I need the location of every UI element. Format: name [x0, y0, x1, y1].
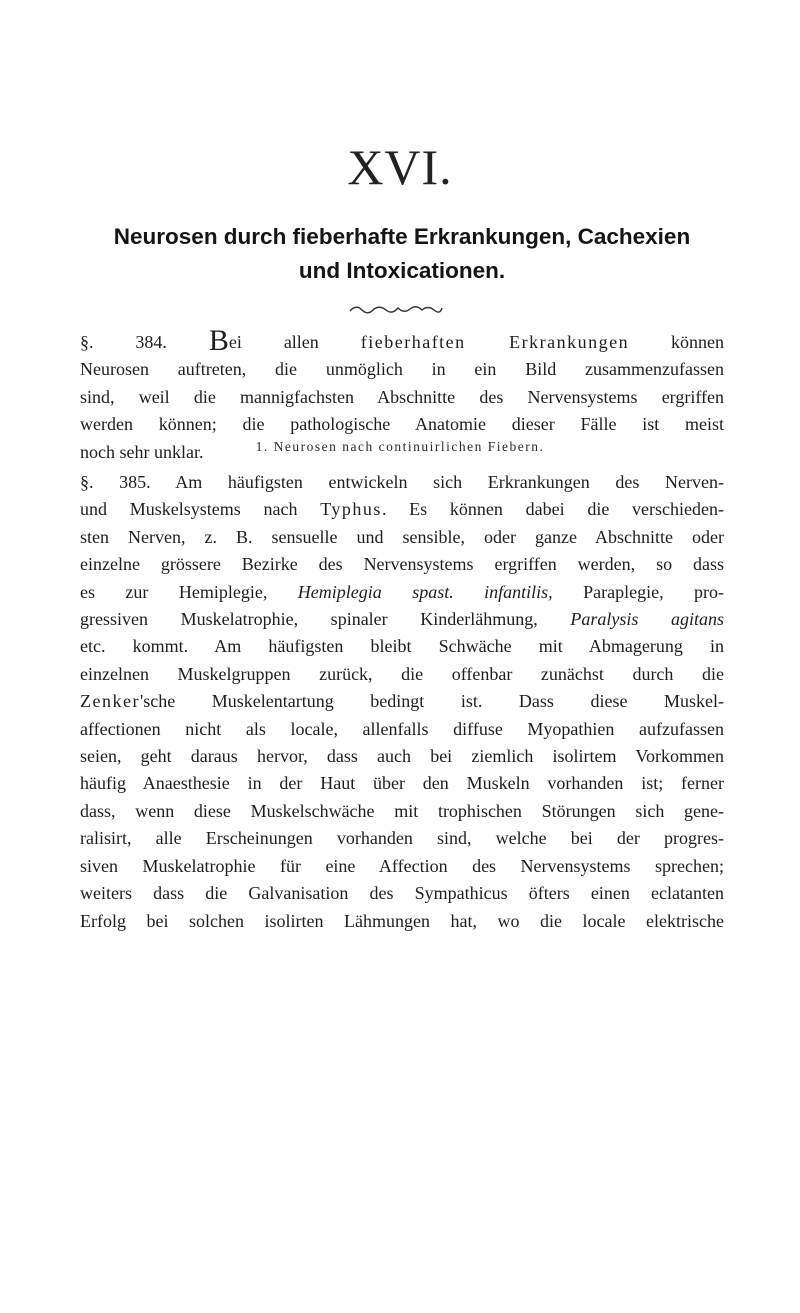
chapter-title-line-1: Neurosen durch fieberhafte Erkrankungen, Cachexien — [113, 224, 691, 249]
chapter-numeral: XVI. — [347, 139, 453, 195]
text-line: dass, wenn diese Muskelschwäche mit trophischen Störungen sich gene- — [80, 800, 724, 821]
text-line: noch sehr unklar. — [80, 441, 204, 462]
emphasized-term: Zenker — [80, 691, 140, 712]
chapter-title — [82, 220, 722, 288]
text-line: es zur Hemiplegie, Hemiplegia spast. infantilis, Paraplegie, pro- — [80, 581, 725, 602]
emphasized-term: Typhus — [320, 499, 382, 520]
text-line: affectionen nicht als locale, allenfalls diffuse Myopathien aufzufassen — [80, 718, 724, 739]
text-line: häufig Anaesthesie in der Haut über den Muskeln vorhanden ist; ferner — [80, 773, 724, 794]
text-line: einzelne grössere Bezirke des Nervensystems ergriffen werden, so dass — [80, 554, 724, 575]
section-heading: 1. Neurosen nach continuirlichen Fiebern. — [255, 439, 545, 454]
text-line: Zenker'sche Muskelentartung bedingt ist. Dass diese Muskel- — [80, 691, 724, 712]
text-line: sind, weil die mannigfachsten Abschnitte des Nervensystems ergriffen — [80, 386, 724, 407]
text-line: werden können; die pathologische Anatomie dieser Fälle ist meist — [80, 414, 724, 435]
italic-term: Paralysis agitans — [570, 609, 724, 630]
text-line: Neurosen auftreten, die unmöglich in ein Bild zusammenzufassen — [80, 359, 724, 380]
emphasized-term: fieberhaften Erkrankungen — [360, 332, 630, 352]
text-line: §. 385. Am häufigsten entwickeln sich Erkrankungen des Nerven- — [80, 472, 724, 492]
text-line: weiters dass die Galvanisation des Sympathicus öfters einen eclatanten — [80, 883, 724, 904]
text-line: gressiven Muskelatrophie, spinaler Kinderlähmung, Paralysis agitans — [80, 609, 724, 630]
chapter-title-line-2: und Intoxicationen. — [298, 258, 506, 283]
drop-capital: B — [208, 324, 229, 357]
text-line: und Muskelsystems nach Typhus. Es können dabei die verschieden- — [80, 499, 724, 520]
text-line: §. 384. Bei allen fieberhaften Erkrankungen können — [80, 324, 724, 357]
text-line: sten Nerven, z. B. sensuelle und sensible, oder ganze Abschnitte oder — [80, 526, 724, 547]
text-line: etc. kommt. Am häufigsten bleibt Schwäche mit Abmagerung in — [80, 636, 724, 657]
text-line: einzelnen Muskelgruppen zurück, die offenbar zunächst durch die — [80, 663, 724, 684]
wavy-ornament-icon — [348, 302, 444, 316]
text-line: ralisirt, alle Erscheinungen vorhanden sind, welche bei der progres- — [80, 828, 724, 849]
paragraph-385 — [80, 469, 724, 935]
italic-term: Hemiplegia spast. infantilis, — [297, 581, 553, 602]
text-line: seien, geht daraus hervor, dass auch bei ziemlich isolirtem Vorkommen — [80, 746, 724, 767]
text-line: Erfolg bei solchen isolirten Lähmungen hat, wo die locale elektrische — [80, 910, 724, 931]
text-line: siven Muskelatrophie für eine Affection des Nervensystems sprechen; — [80, 855, 724, 876]
